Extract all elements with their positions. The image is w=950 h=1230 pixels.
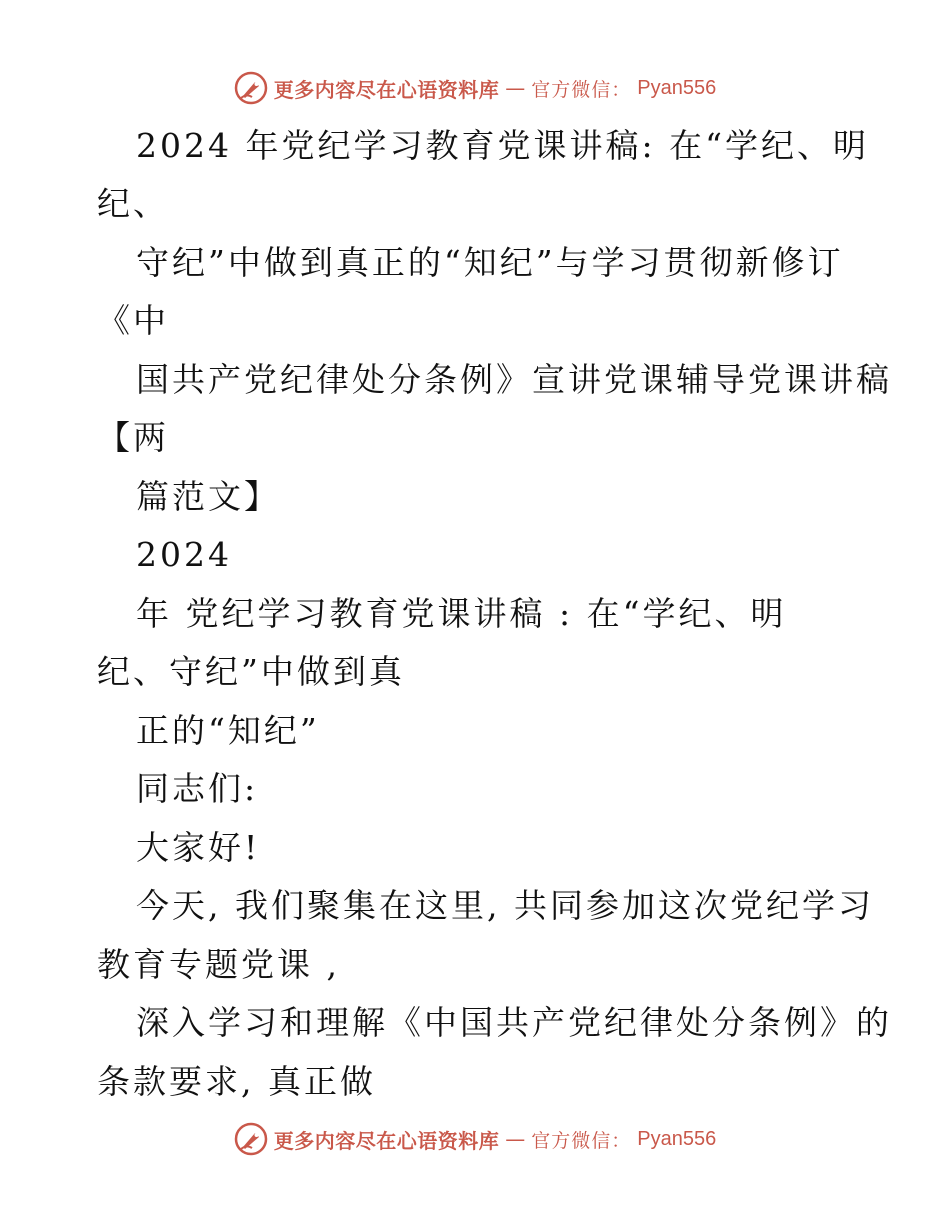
body-line-11: 正的“知纪”	[136, 711, 320, 750]
header-separator: —	[505, 76, 526, 100]
body-line-10: 纪、守纪”中做到真	[97, 652, 405, 691]
pen-nib-icon	[234, 71, 268, 105]
footer-brand-text: 更多内容尽在心语资料库	[273, 1128, 500, 1153]
body-line-15: 教育专题党课 ,	[97, 945, 340, 984]
footer-separator: —	[505, 1127, 526, 1151]
footer-wechat-account: Pyan556	[637, 1127, 717, 1150]
header-wechat-label: 官方微信：	[531, 78, 632, 101]
body-line-8: 2024	[136, 535, 232, 574]
body-line-12: 同志们:	[136, 769, 259, 808]
body-line-7: 篇范文】	[136, 477, 280, 516]
body-line-14: 今天, 我们聚集在这里, 共同参加这次党纪学习	[136, 886, 874, 925]
pen-nib-icon	[234, 1122, 268, 1156]
body-line-9: 年 党纪学习教育党课讲稿 : 在“学纪、明	[136, 594, 787, 633]
header-wechat-account: Pyan556	[637, 76, 717, 99]
body-line-17: 条款要求, 真正做	[97, 1062, 376, 1101]
body-line-16: 深入学习和理解《中国共产党纪律处分条例》的	[136, 1003, 892, 1042]
body-line-13: 大家好!	[136, 828, 261, 867]
body-line-4: 《中	[97, 301, 169, 340]
header-watermark	[0, 70, 950, 106]
body-line-2: 纪、	[97, 184, 169, 223]
body-line-1: 2024 年党纪学习教育党课讲稿: 在“学纪、明	[136, 126, 869, 165]
header-brand-text: 更多内容尽在心语资料库	[273, 77, 500, 102]
footer-wechat-label: 官方微信：	[531, 1129, 632, 1152]
body-line-5: 国共产党纪律处分条例》宣讲党课辅导党课讲稿	[136, 360, 892, 399]
footer-watermark	[0, 1121, 950, 1157]
body-line-3: 守纪”中做到真正的“知纪”与学习贯彻新修订	[136, 243, 844, 282]
body-line-6: 【两	[97, 418, 169, 457]
